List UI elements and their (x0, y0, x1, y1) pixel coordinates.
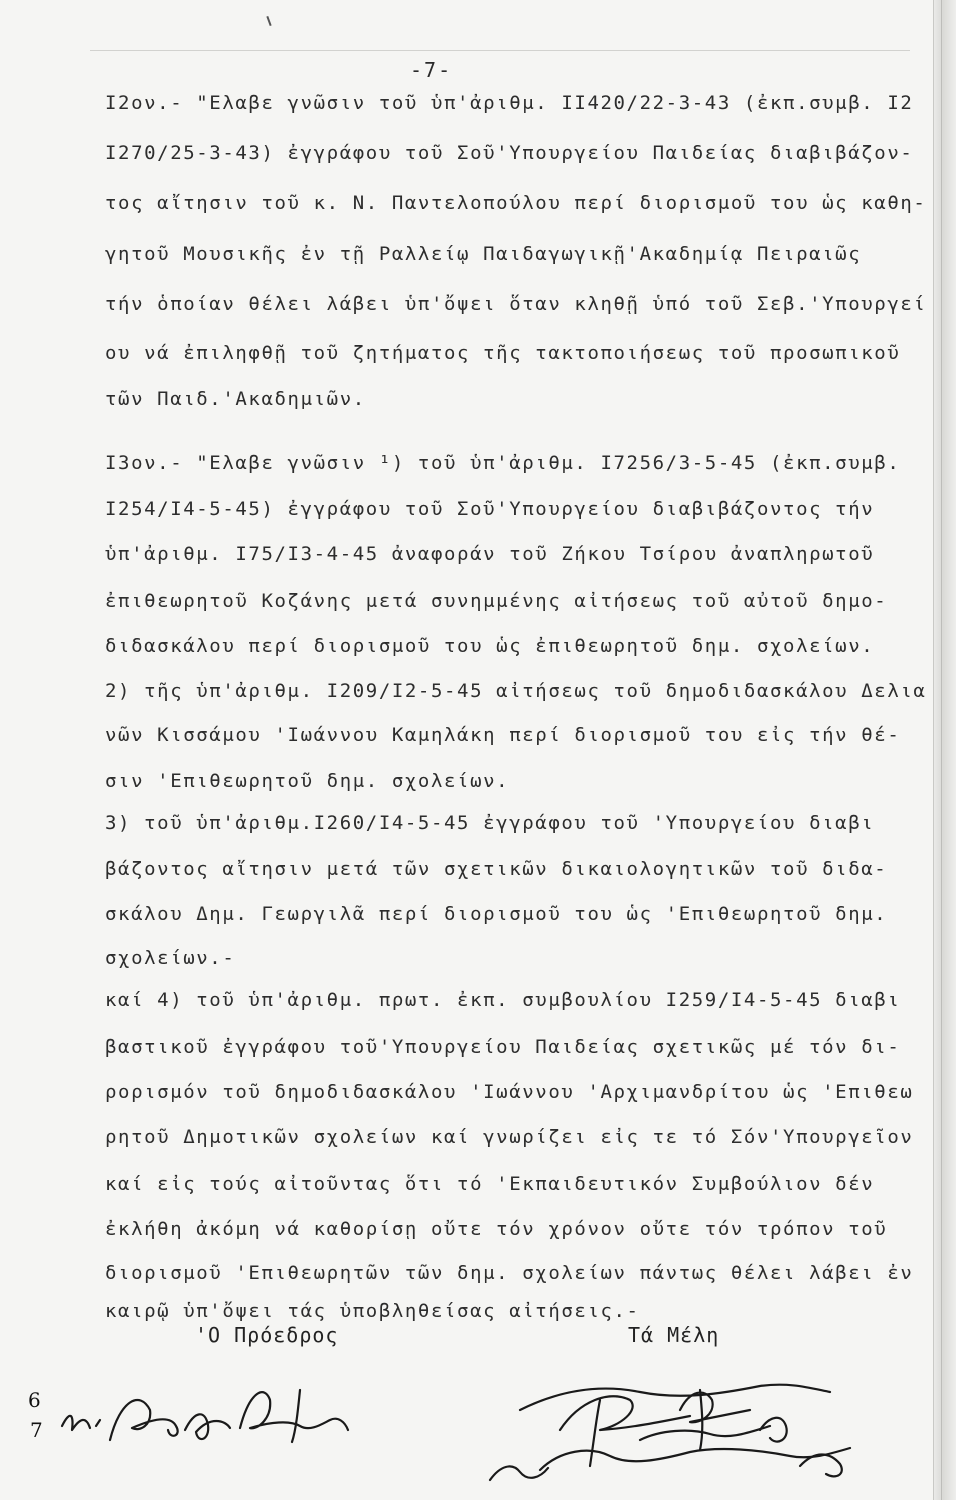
text-line: ἐπιθεωρητοῦ Κοζάνης μετά συνημμένης αἰτήσεως τοῦ αὐτοῦ δημο- (105, 590, 888, 612)
margin-number-7: 7 (30, 1418, 43, 1442)
text-line: Ι2ον.- "Ελαβε γνῶσιν τοῦ ὑπ'ἀριθμ. ΙΙ420/22-3-43 (ἐκπ.συμβ. Ι2 (105, 92, 914, 114)
top-rule (90, 50, 910, 51)
text-line: τος αἴτησιν τοῦ κ. Ν. Παντελοπούλου περί διορισμοῦ του ὡς καθη- (105, 192, 927, 214)
text-line: ἐκλήθη ἀκόμη νά καθορίσῃ οὔτε τόν χρόνον οὔτε τόν τρόπον τοῦ (105, 1218, 888, 1240)
text-line: βάζοντος αἴτησιν μετά τῶν σχετικῶν δικαιολογητικῶν τοῦ διδα- (105, 858, 888, 880)
chair-label: 'Ο Πρόεδρος (195, 1323, 339, 1347)
text-line: ρητοῦ Δημοτικῶν σχολείων καί γνωρίζει εἰς τε τό Σόν'Υπουργεῖον (105, 1126, 914, 1148)
text-line: 3) τοῦ ὑπ'ἀριθμ.Ι260/Ι4-5-45 ἐγγράφου τοῦ 'Υπουργείου διαβι (105, 812, 875, 834)
text-line: ου νά ἐπιληφθῇ τοῦ ζητήματος τῆς τακτοποιήσεως τοῦ προσωπικοῦ (105, 342, 901, 364)
handwritten-signatures (0, 1370, 956, 1500)
text-line: νῶν Κισσάμου 'Ιωάννου Καμηλάκη περί διορισμοῦ του εἰς τήν θέ- (105, 724, 901, 746)
page-edge (933, 0, 956, 1500)
text-line: 2) τῆς ὑπ'ἀριθμ. Ι209/Ι2-5-45 αἰτήσεως τοῦ δημοδιδασκάλου Δελια (105, 680, 927, 702)
text-line: ὑπ'ἀριθμ. Ι75/Ι3-4-45 ἀναφοράν τοῦ Ζήκου Τσίρου ἀναπληρωτοῦ (105, 543, 875, 565)
text-line: σχολείων.- (105, 947, 236, 969)
text-line: σκάλου Δημ. Γεωργιλᾶ περί διορισμοῦ του ὡς 'Επιθεωρητοῦ δημ. (105, 903, 888, 925)
text-line: σιν 'Επιθεωρητοῦ δημ. σχολείων. (105, 770, 510, 792)
text-line: ρορισμόν τοῦ δημοδιδασκάλου 'Ιωάννου 'Αρχιμανδρίτου ὡς 'Επιθεω (105, 1081, 914, 1103)
page-number: -7- (410, 58, 453, 82)
text-line: Ι270/25-3-43) ἐγγράφου τοῦ Σοῦ'Υπουργείου Παιδείας διαβιβάζον- (105, 142, 914, 164)
text-line: τῶν Παιδ.'Ακαδημιῶν. (105, 388, 366, 410)
text-line: καί εἰς τούς αἰτοῦντας ὅτι τό 'Εκπαιδευτικόν Συμβούλιον δέν (105, 1173, 875, 1195)
text-line: Ι3ον.- "Ελαβε γνῶσιν ¹) τοῦ ὑπ'ἀριθμ. Ι7256/3-5-45 (ἐκπ.συμβ. (105, 452, 901, 474)
chair-signature-part (62, 1416, 100, 1430)
text-line: διδασκάλου περί διορισμοῦ του ὡς ἐπιθεωρητοῦ δημ. σχολείων. (105, 635, 875, 657)
text-line: καιρῷ ὑπ'ὄψει τάς ὑποβληθείσας αἰτήσεις.- (105, 1300, 640, 1322)
page-edge-line (941, 0, 942, 1500)
text-line: Ι254/Ι4-5-45) ἐγγράφου τοῦ Σοῦ'Υπουργείου διαβιβάζοντος τήν (105, 498, 875, 520)
margin-number-6: 6 (28, 1388, 41, 1412)
text-line: καί 4) τοῦ ὑπ'ἀριθμ. πρωτ. ἐκπ. συμβουλίου Ι259/Ι4-5-45 διαβι (105, 989, 901, 1011)
members-label: Τά Μέλη (628, 1323, 720, 1347)
text-line: τήν ὁποίαν θέλει λάβει ὑπ'ὄψει ὅταν κληθῇ ὑπό τοῦ Σεβ.'Υπουργεί (105, 293, 927, 315)
text-line: διορισμοῦ 'Επιθεωρητῶν τῶν δημ. σχολείων πάντως θέλει λάβει ἐν (105, 1262, 914, 1284)
text-line: γητοῦ Μουσικῆς ἐν τῇ Ραλλείῳ Παιδαγωγικῇ'Ακαδημίᾳ Πειραιῶς (105, 243, 862, 265)
scan-mark (266, 16, 271, 26)
text-line: βαστικοῦ ἐγγράφου τοῦ'Υπουργείου Παιδείας σχετικῶς μέ τόν δι- (105, 1036, 901, 1058)
